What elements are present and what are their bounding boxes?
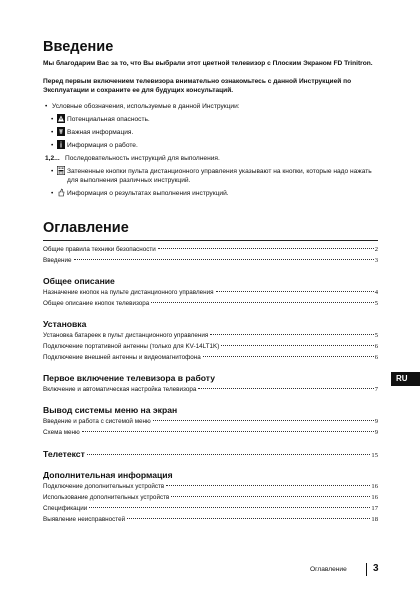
section-heading: Общее описание — [43, 275, 115, 286]
section-heading: Дополнительная информация — [43, 469, 173, 480]
symbol-info: • Информация о работе. — [51, 141, 138, 149]
toc-entry[interactable]: Спецификации 17 — [43, 504, 378, 512]
toc-entry[interactable]: Подключение внешней антенны и видеомагнитофона 6 — [43, 353, 378, 361]
toc-section-menu — [43, 405, 378, 438]
toc-section-additional — [43, 470, 378, 525]
toc-entry[interactable]: Подключение портативной антенны (только для KV-14LT1K) 6 — [43, 342, 378, 350]
page-number: 3 — [373, 563, 379, 574]
divider — [43, 240, 378, 241]
toc-entry[interactable]: Включение и автоматическая настройка телевизора 7 — [43, 385, 378, 393]
footer-divider — [366, 563, 367, 576]
language-tab: RU — [391, 372, 420, 386]
toc-title: Оглавление — [43, 219, 129, 236]
danger-icon — [57, 114, 65, 123]
toc-entry[interactable]: Введение 3 — [43, 256, 378, 264]
toc-entry[interactable]: Общие правила техники безопасности 2 — [43, 245, 378, 253]
info-icon — [57, 140, 65, 149]
symbol-danger: • Потенциальная опасность. — [51, 115, 150, 123]
section-heading: Первое включение телевизора в работу — [43, 372, 216, 383]
toc-section-installation — [43, 319, 378, 363]
important-icon — [57, 127, 65, 136]
symbol-important: • Важная информация. — [51, 128, 134, 136]
toc-entry[interactable]: Назначение кнопок на пульте дистанционного управления 4 — [43, 288, 378, 296]
toc-section-teletext — [43, 448, 378, 460]
toc-entry[interactable]: Установка батареек в пульт дистанционного управления 5 — [43, 331, 378, 339]
symbol-remote-buttons: • Затененные кнопки пульта дистанционного управления указывают на кнопки, которые надо нажать для выполнения различных инструкций. — [51, 167, 372, 184]
toc-entry[interactable]: Введение и работа с системой меню 9 — [43, 417, 378, 425]
section-heading: Вывод системы меню на экран — [43, 404, 178, 415]
page — [43, 38, 378, 525]
section-heading: Установка — [43, 318, 87, 329]
toc-entry[interactable]: Подключение дополнительных устройств 16 — [43, 482, 378, 490]
toc-entry[interactable]: Общее описание кнопок телевизора 5 — [43, 299, 378, 307]
intro-thanks: Мы благодарим Вас за то, что Вы выбрали этот цветной телевизор с Плоским Экраном FD Trinitron. — [43, 60, 373, 67]
result-icon — [57, 188, 65, 197]
symbol-result: • Информация о результатах выполнения инструкций. — [51, 189, 229, 197]
symbol-steps: 1,2... Последовательность инструкций для выполнения. — [45, 154, 220, 162]
toc-entry[interactable]: Выявление неисправностей 18 — [43, 515, 378, 523]
toc-entry[interactable]: Схема меню 9 — [43, 428, 378, 436]
toc-section-first-start — [43, 373, 378, 395]
intro-warning: Перед первым включением телевизора внимательно ознакомьтесь с данной Инструкцией по Эксплуатации и сохраните ее для будущих консультаций. — [43, 77, 352, 94]
toc-entry[interactable]: Использование дополнительных устройств 16 — [43, 493, 378, 501]
footer-label: Оглавление — [310, 566, 347, 573]
intro-title: Введение — [43, 39, 114, 55]
remote-buttons-icon — [57, 166, 65, 175]
symbols-list — [43, 102, 378, 198]
page-footer — [300, 563, 400, 577]
toc-section-overview — [43, 276, 378, 309]
symbols-header: • Условные обозначения, используемые в данной Инструкции: — [45, 102, 240, 110]
toc-entry-teletext[interactable]: Телетекст 15 — [43, 448, 378, 459]
